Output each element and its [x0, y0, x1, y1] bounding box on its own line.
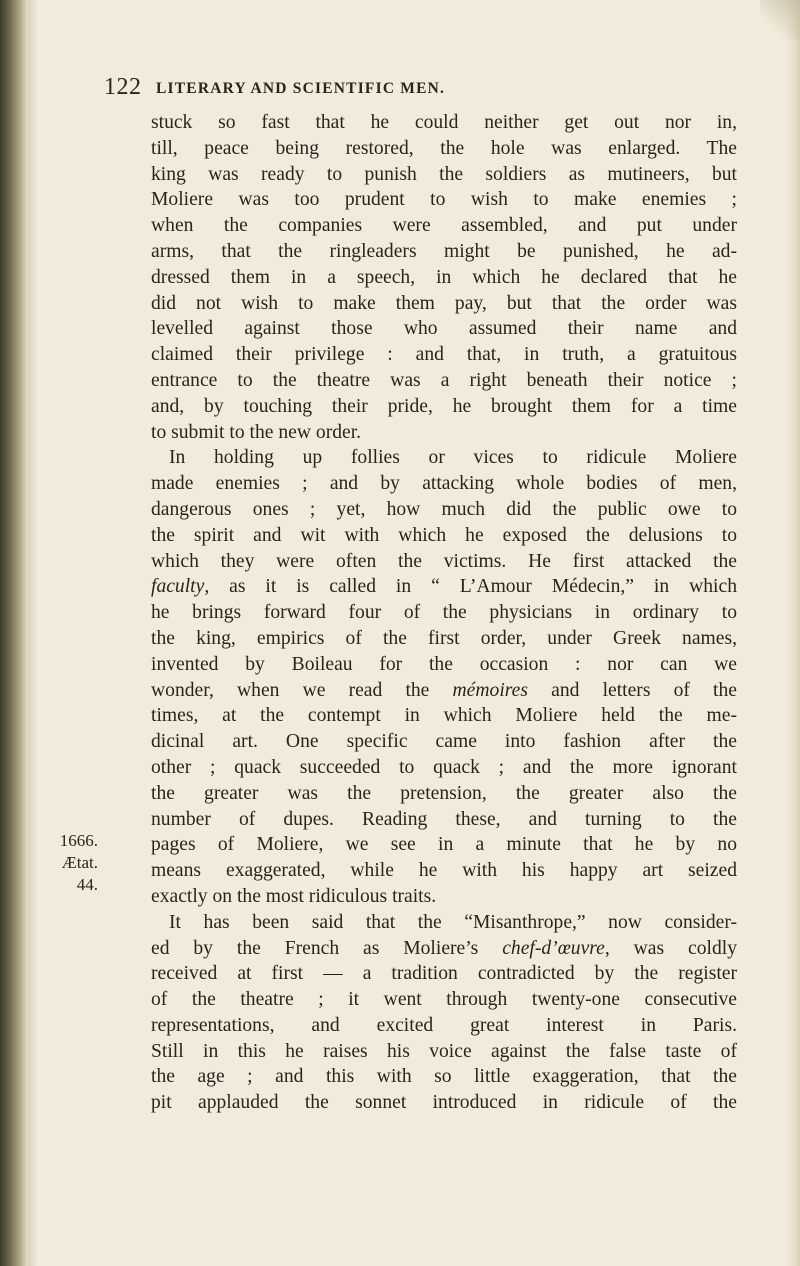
- text-run: , was coldly: [604, 937, 737, 959]
- text-line: arms, that the ringleaders might be punished, he ad-: [151, 240, 737, 262]
- text-line-paragraph-end: to submit to the new order.: [151, 421, 362, 443]
- page-number: 122: [104, 74, 142, 100]
- text-line: did not wish to make them pay, but that the order was: [151, 292, 737, 314]
- text-run: and letters of the: [528, 679, 737, 701]
- text-line: he brings forward four of the physicians in ordinary to: [151, 602, 737, 624]
- body-text: [151, 110, 737, 1116]
- text-line-faculty: [151, 574, 737, 600]
- text-line: levelled against those who assumed their name and: [151, 318, 737, 340]
- text-line: king was ready to punish the soldiers as mutineers, but: [151, 163, 737, 185]
- text-line: claimed their privilege : and that, in truth, a gratuitous: [151, 344, 737, 366]
- text-line: the greater was the pretension, the greater also the: [151, 782, 737, 804]
- text-line-paragraph-start: It has been said that the “Misanthrope,” now consider-: [169, 911, 737, 933]
- text-line: dressed them in a speech, in which he declared that he: [151, 266, 737, 288]
- margin-note-year: 1666.: [59, 831, 98, 850]
- text-line: made enemies ; and by attacking whole bodies of men,: [151, 473, 737, 495]
- text-line: dangerous ones ; yet, how much did the public owe to: [151, 498, 737, 520]
- text-line: the king, empirics of the first order, under Greek names,: [151, 627, 737, 649]
- text-line: Still in this he raises his voice against the false taste of: [151, 1040, 737, 1062]
- text-line: stuck so fast that he could neither get out nor in,: [151, 112, 737, 133]
- text-line: representations, and excited great interest in Paris.: [151, 1014, 737, 1036]
- text-line-chef-doeuvre: [151, 936, 737, 962]
- italic-chef-doeuvre: chef-d’œuvre: [502, 937, 605, 959]
- text-line-paragraph-start: In holding up follies or vices to ridicule Moliere: [169, 447, 737, 469]
- margin-note: [38, 830, 98, 896]
- text-line: which they were often the victims. He first attacked the: [151, 550, 737, 572]
- margin-note-aetat: Ætat.: [61, 853, 98, 872]
- book-binding-edge: [0, 0, 28, 1266]
- margin-note-age: 44.: [76, 875, 98, 894]
- text-line: dicinal art. One specific came into fashion after the: [151, 731, 737, 753]
- text-line: till, peace being restored, the hole was enlarged. The: [151, 137, 737, 159]
- text-line-memoires: [151, 678, 737, 704]
- text-line: and, by touching their pride, he brought them for a time: [151, 395, 737, 417]
- text-line: pit applauded the sonnet introduced in ridicule of the: [151, 1092, 737, 1114]
- text-line: invented by Boileau for the occasion : nor can we: [151, 653, 737, 675]
- page-corner-shadow: [760, 0, 800, 40]
- text-line-paragraph-end: exactly on the most ridiculous traits.: [151, 885, 437, 907]
- italic-memoires: mémoires: [452, 679, 528, 701]
- italic-faculty: faculty: [151, 576, 205, 598]
- running-head: LITERARY AND SCIENTIFIC MEN.: [156, 80, 446, 97]
- text-line: number of dupes. Reading these, and turning to the: [151, 808, 737, 830]
- text-run: wonder, when we read the: [151, 679, 453, 701]
- text-line: other ; quack succeeded to quack ; and the more ignorant: [151, 756, 737, 778]
- gutter-shadow: [28, 0, 38, 1266]
- text-line: the spirit and wit with which he exposed the delusions to: [151, 524, 737, 546]
- text-line: of the theatre ; it went through twenty-one consecutive: [151, 989, 737, 1011]
- text-run: , as it is called in “ L’Amour Médecin,” in which: [204, 576, 737, 598]
- text-run: ed by the French as Moliere’s: [151, 937, 503, 959]
- text-line: Moliere was too prudent to wish to make enemies ;: [151, 189, 737, 211]
- text-line: received at first — a tradition contradicted by the register: [151, 963, 737, 985]
- page-header: [104, 74, 684, 104]
- text-line: pages of Moliere, we see in a minute that he by no: [151, 834, 737, 856]
- text-line: the age ; and this with so little exaggeration, that the: [151, 1066, 737, 1088]
- page-right-edge: [786, 0, 800, 1266]
- text-line: means exaggerated, while he with his happy art seized: [151, 860, 737, 882]
- text-line: entrance to the theatre was a right beneath their notice ;: [151, 369, 737, 391]
- text-line: when the companies were assembled, and put under: [151, 215, 737, 237]
- text-line: times, at the contempt in which Moliere held the me-: [151, 705, 737, 727]
